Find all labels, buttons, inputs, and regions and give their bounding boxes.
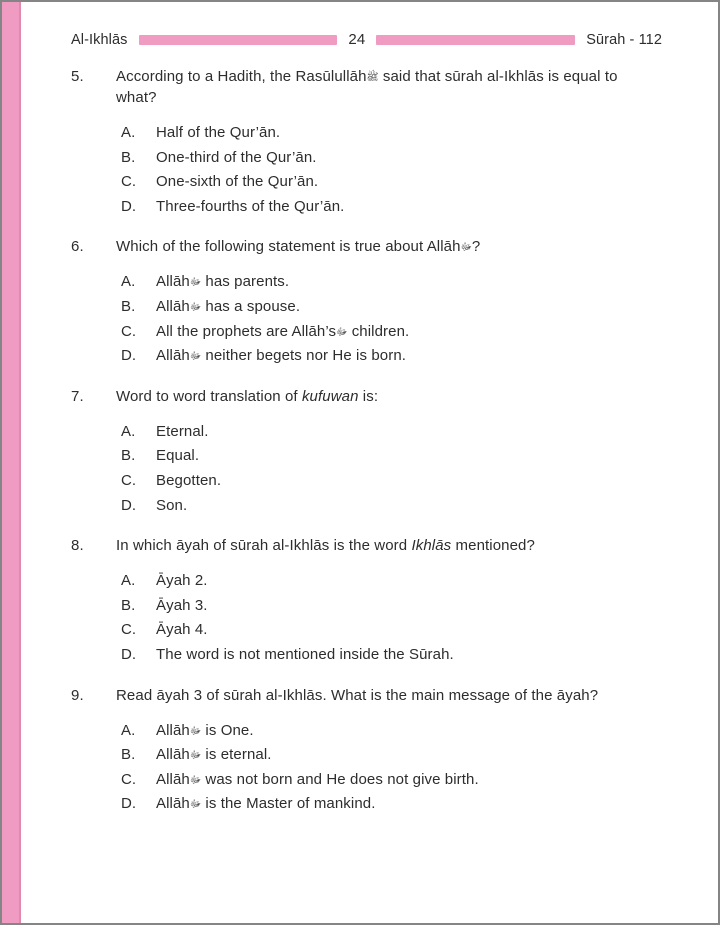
question-text <box>116 685 662 706</box>
option-text <box>156 344 662 369</box>
honorific-symbol: ﷻ <box>189 750 202 762</box>
option-row <box>121 320 662 345</box>
question-line <box>71 66 662 108</box>
text-segment: In which āyah of sūrah al-Ikhlās is the word <box>116 537 412 555</box>
options-list <box>121 420 662 518</box>
question <box>71 535 662 667</box>
option-text <box>156 743 662 768</box>
option-row <box>121 643 662 668</box>
question-number: 6. <box>71 238 84 256</box>
question-number: 8. <box>71 537 84 555</box>
option-letter: C. <box>121 322 137 340</box>
question <box>71 66 662 219</box>
page-header <box>71 31 662 48</box>
option-text <box>156 719 662 744</box>
option-row <box>121 768 662 793</box>
option-letter: C. <box>121 471 137 489</box>
honorific-symbol: ﷻ <box>189 799 202 811</box>
option-text <box>156 270 662 295</box>
header-rule-left <box>139 35 338 45</box>
question-text <box>116 386 662 407</box>
text-segment: Equal. <box>156 447 200 465</box>
text-segment: has parents. <box>201 273 290 291</box>
option-row <box>121 270 662 295</box>
option-text <box>156 121 662 146</box>
option-text <box>156 170 662 195</box>
text-segment: mentioned? <box>451 537 535 555</box>
header-rule-right <box>376 35 575 45</box>
question-number: 5. <box>71 68 84 85</box>
text-segment: is: <box>358 387 379 405</box>
option-letter: D. <box>121 645 137 663</box>
surah-number: Sūrah - 112 <box>586 31 662 48</box>
question-line <box>71 236 662 257</box>
option-row <box>121 121 662 146</box>
text-segment: Ikhlās <box>411 537 452 555</box>
option-letter: C. <box>121 770 137 788</box>
text-segment: Allāh <box>156 347 190 365</box>
text-segment: Āyah 3. <box>156 596 208 614</box>
option-letter: B. <box>121 148 136 166</box>
option-letter: A. <box>121 422 136 440</box>
option-row <box>121 344 662 369</box>
option-letter: D. <box>121 197 137 215</box>
options-list <box>121 719 662 817</box>
page-number: 24 <box>348 31 366 48</box>
text-segment: Word to word translation of <box>116 387 302 405</box>
option-text <box>156 469 662 494</box>
question-line <box>71 386 662 407</box>
options-list <box>121 270 662 368</box>
option-row <box>121 569 662 594</box>
text-segment: Half of the Qur’ān. <box>156 124 281 141</box>
text-segment: was not born and He does not give birth. <box>201 770 479 788</box>
text-segment: All the prophets are Allāh’s <box>156 322 337 340</box>
text-segment: kufuwan <box>301 387 359 405</box>
option-letter: B. <box>121 596 136 614</box>
text-segment: children. <box>347 322 410 340</box>
option-letter: B. <box>121 746 136 764</box>
question-text <box>116 66 662 108</box>
question <box>71 386 662 518</box>
option-text <box>156 569 662 594</box>
option-row <box>121 146 662 171</box>
text-segment: The word is not mentioned inside the Sūrah. <box>156 645 454 663</box>
option-letter: A. <box>121 124 136 141</box>
option-text <box>156 295 662 320</box>
option-letter: C. <box>121 621 137 639</box>
option-row <box>121 594 662 619</box>
option-text <box>156 643 662 668</box>
text-segment: ? <box>471 238 481 256</box>
spine-stripe <box>2 2 21 923</box>
text-segment: Allāh <box>156 297 190 315</box>
option-text <box>156 195 662 220</box>
question <box>71 236 662 368</box>
options-list <box>121 569 662 667</box>
question-line <box>71 535 662 556</box>
question-number: 7. <box>71 387 84 405</box>
text-segment: neither begets nor He is born. <box>201 347 407 365</box>
option-row <box>121 719 662 744</box>
question-text <box>116 535 662 556</box>
option-letter: C. <box>121 173 137 191</box>
text-segment: Allāh <box>156 770 190 788</box>
text-segment: said that sūrah al-Ikhlās is equal to what? <box>116 68 618 106</box>
question-line <box>71 685 662 706</box>
text-segment: Allāh <box>156 721 190 739</box>
text-segment: Eternal. <box>156 422 209 440</box>
text-segment: has a spouse. <box>201 297 301 315</box>
text-segment: is the Master of mankind. <box>201 795 376 813</box>
option-text <box>156 444 662 469</box>
question <box>71 685 662 817</box>
option-row <box>121 792 662 817</box>
honorific-symbol: ﷻ <box>189 301 202 313</box>
option-letter: A. <box>121 721 136 739</box>
text-segment: Three-fourths of the Qur’ān. <box>156 197 345 215</box>
option-row <box>121 444 662 469</box>
chapter-title: Al-Ikhlās <box>71 31 128 48</box>
honorific-symbol: ﷻ <box>189 774 202 786</box>
text-segment: Allāh <box>156 746 190 764</box>
option-text <box>156 768 662 793</box>
option-letter: D. <box>121 795 137 813</box>
option-text <box>156 320 662 345</box>
honorific-symbol: ﷻ <box>460 242 472 254</box>
page-content <box>21 31 718 817</box>
option-text <box>156 420 662 445</box>
option-row <box>121 743 662 768</box>
text-segment: is One. <box>201 721 254 739</box>
option-text <box>156 594 662 619</box>
option-row <box>121 170 662 195</box>
option-letter: B. <box>121 297 136 315</box>
option-row <box>121 469 662 494</box>
option-row <box>121 494 662 519</box>
question-list <box>71 66 662 817</box>
honorific-symbol: ﷻ <box>189 725 202 737</box>
option-text <box>156 618 662 643</box>
text-segment: One-third of the Qur’ān. <box>156 148 317 166</box>
honorific-symbol: ﷺ <box>366 72 379 83</box>
question-text <box>116 236 662 257</box>
honorific-symbol: ﷻ <box>336 326 348 338</box>
text-segment: Begotten. <box>156 471 222 489</box>
honorific-symbol: ﷻ <box>189 351 202 363</box>
text-segment: One-sixth of the Qur’ān. <box>156 173 319 191</box>
option-text <box>156 146 662 171</box>
text-segment: is eternal. <box>201 746 272 764</box>
text-segment: Son. <box>156 496 188 514</box>
question-number: 9. <box>71 686 84 704</box>
option-letter: B. <box>121 447 136 465</box>
option-text <box>156 792 662 817</box>
option-row <box>121 195 662 220</box>
option-text <box>156 494 662 519</box>
option-letter: D. <box>121 496 137 514</box>
honorific-symbol: ﷻ <box>189 277 202 289</box>
option-letter: A. <box>121 273 136 291</box>
text-segment: According to a Hadith, the Rasūlullāh <box>116 68 367 85</box>
text-segment: Read āyah 3 of sūrah al-Ikhlās. What is the main message of the āyah? <box>116 686 599 704</box>
option-row <box>121 295 662 320</box>
text-segment: Allāh <box>156 795 190 813</box>
option-row <box>121 420 662 445</box>
option-letter: A. <box>121 572 136 590</box>
text-segment: Āyah 4. <box>156 621 208 639</box>
option-letter: D. <box>121 347 137 365</box>
options-list <box>121 121 662 219</box>
text-segment: Āyah 2. <box>156 572 208 590</box>
text-segment: Allāh <box>156 273 190 291</box>
option-row <box>121 618 662 643</box>
text-segment: Which of the following statement is true about Allāh <box>116 238 461 256</box>
